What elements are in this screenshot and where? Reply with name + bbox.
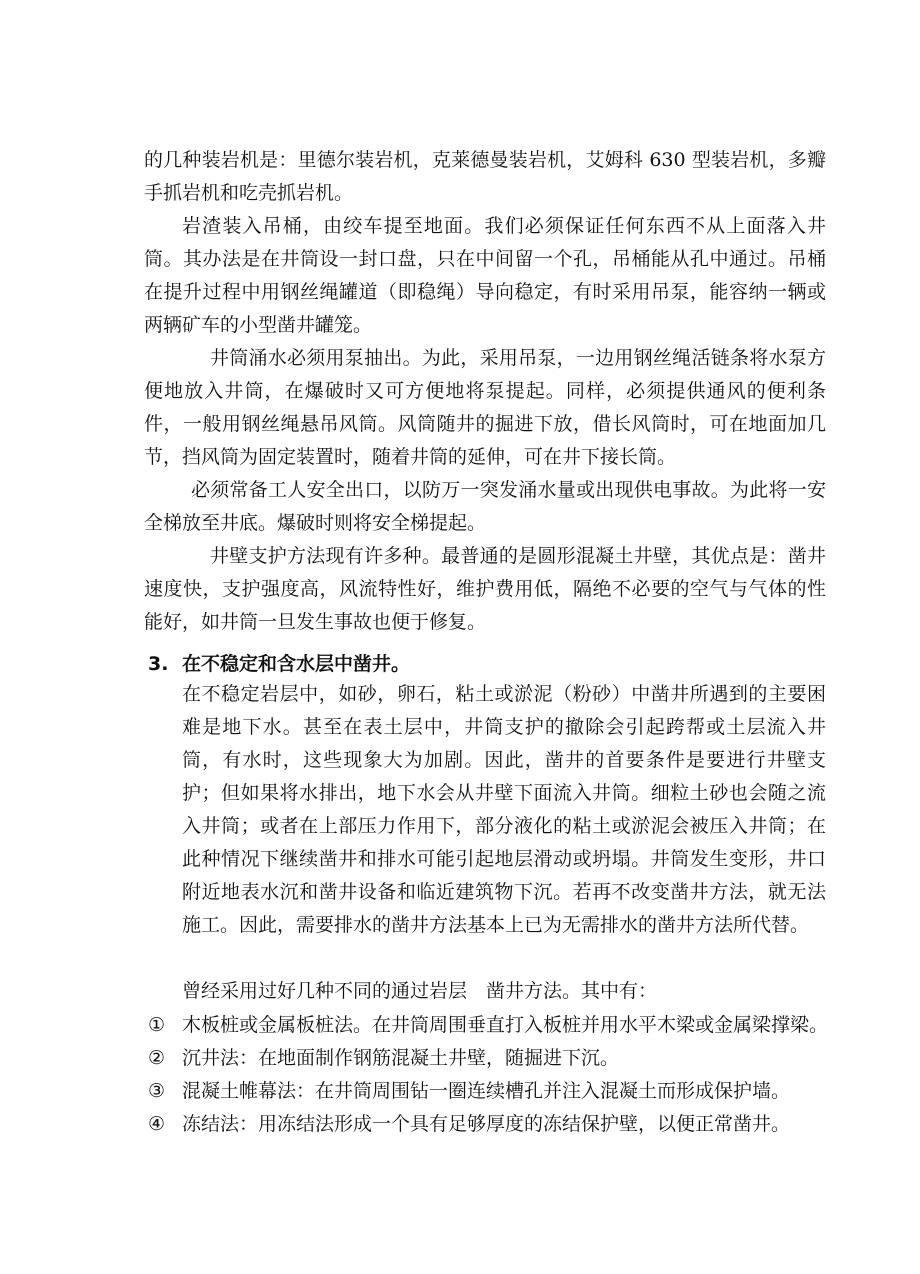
- section-body: 在不稳定岩层中，如砂，卵石，粘土或淤泥（粉砂）中凿井所遇到的主要困难是地下水。甚至在表土层中，井筒支护的撤除会引起跨帮或土层流入井筒，有水时，这些现象大为加剧。因此，凿井的首要条件是要进行井壁支护；但如果将水排出，地下水会从井壁下面流入井筒。细粒土砂也会随之流入井筒；或者在上部压力作用下，部分液化的粘土或淤泥会被压入井筒；在此种情况下继续凿井和排水可能引起地层滑动或坍塌。井筒发生变形，井口附近地表水沉和凿井设备和临近建筑物下沉。若再不改变凿井方法，就无法施工。因此，需要排水的凿井方法基本上已为无需排水的凿井方法所代替。: [182, 683, 826, 936]
- section-title: 在不稳定和含水层中凿井。: [182, 653, 411, 675]
- item-marker: ③: [148, 1080, 166, 1102]
- paragraph-safety-exit: 必须常备工人安全出口，以防万一突发涌水量或出现供电事故。为此将一安全梯放至井底。爆破时则将安全梯提起。: [144, 479, 826, 534]
- item-text: 冻结法：用冻结法形成一个具有足够厚度的冻结保护壁，以便正常凿井。: [182, 1113, 791, 1135]
- paragraph-lining: 井壁支护方法现有许多种。最普通的是圆形混凝土井壁，其优点是：凿井速度快，支护强度高，风流特性好，维护费用低，隔绝不必要的空气与气体的性能好，如井筒一旦发生事故也便于修复。: [144, 545, 826, 633]
- methods-intro: 曾经采用过好几种不同的通过岩层 凿井方法。其中有：: [182, 980, 658, 1002]
- item-text: 木板桩或金属板桩法。在井筒周围垂直打入板桩并用水平木梁或金属梁撑梁。: [182, 1014, 829, 1036]
- item-marker: ④: [148, 1113, 166, 1135]
- section-number: 3.: [148, 653, 169, 675]
- paragraph-loaders: 的几种装岩机是：里德尔装岩机，克莱德曼装岩机，艾姆科 630 型装岩机，多瓣手抓岩机和吃壳抓岩机。: [144, 149, 826, 204]
- section-heading: [148, 648, 410, 681]
- list-item: [148, 1075, 828, 1108]
- item-text: 沉井法：在地面制作钢筋混凝土井壁，随掘进下沉。: [182, 1047, 620, 1069]
- paragraph-water-ventilation: 井筒涌水必须用泵抽出。为此，采用吊泵，一边用钢丝绳活链条将水泵方便地放入井筒，在爆破时又可方便地将泵提起。同样，必须提供通风的便利条件，一般用钢丝绳悬吊风筒。风筒随井的掘进下放，借长风筒时，可在地面加几节，挡风筒为固定装置时，随着井筒的延伸，可在井下接长筒。: [144, 347, 826, 468]
- list-item: [148, 1042, 828, 1075]
- list-item: [148, 1009, 828, 1042]
- methods-list: [148, 1009, 828, 1141]
- item-marker: ①: [148, 1014, 166, 1036]
- list-item: [148, 1108, 828, 1141]
- item-marker: ②: [148, 1047, 166, 1069]
- paragraph-muck-hoisting: 岩渣装入吊桶，由绞车提至地面。我们必须保证任何东西不从上面落入井筒。其办法是在井筒设一封口盘，只在中间留一个孔，吊桶能从孔中通过。吊桶在提升过程中用钢丝绳罐道（即稳绳）导向稳定，有时采用吊泵，能容纳一辆或两辆矿车的小型凿井罐笼。: [144, 215, 826, 336]
- item-text: 混凝土帷幕法：在井筒周围钻一圈连续槽孔并注入混凝土而形成保护墙。: [182, 1080, 791, 1102]
